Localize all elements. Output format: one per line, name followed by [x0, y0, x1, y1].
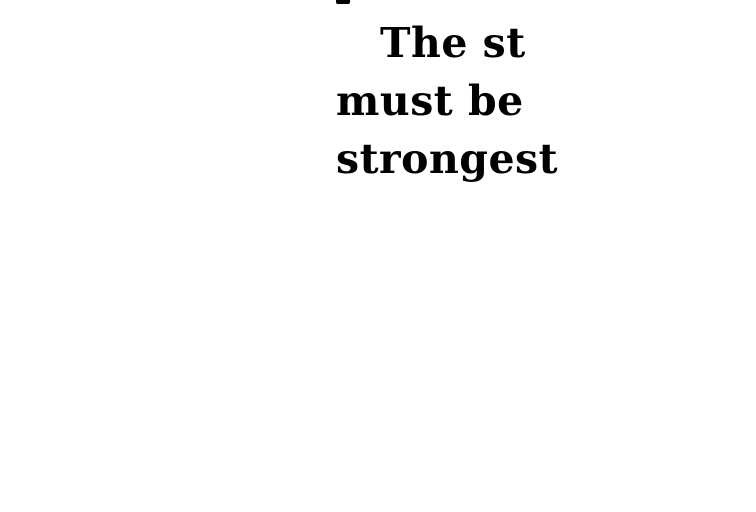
- text-line-3: strongest: [336, 135, 559, 183]
- text-line-2: must be: [336, 77, 524, 125]
- partial-glyph-top: [336, 0, 350, 4]
- text-line-1: The st: [380, 19, 526, 67]
- body-text: [336, 14, 756, 188]
